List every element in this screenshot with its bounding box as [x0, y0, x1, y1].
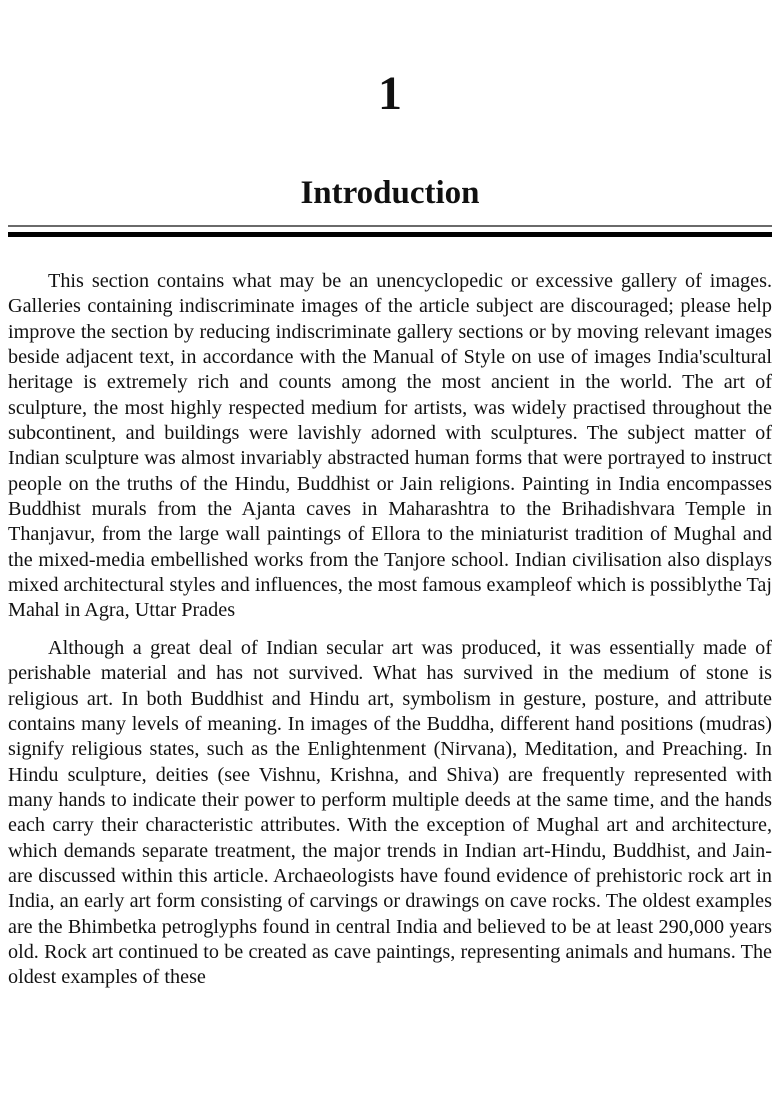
paragraph-1: This section contains what may be an unencyclopedic or excessive gallery of images. Galleries containing indiscriminate images of the article subject are discouraged; please help improve the section by reducing indiscriminate gallery sections or by moving relevant images beside adjacent text, in accordance with the Manual of Style on use of images India'scultural heritage is extremely rich and counts among the most ancient in the world. The art of sculpture, the most highly respected medium for artists, was widely practised throughout the subcontinent, and buildings were lavishly adorned with sculptures. The subject matter of Indian sculpture was almost invariably abstracted human forms that were portrayed to instruct people on the truths of the Hindu, Buddhist or Jain religions. Painting in India encompasses Buddhist murals from the Ajanta caves in Maharashtra to the Brihadishvara Temple in Thanjavur, from the large wall paintings of Ellora to the miniaturist tradition of Mughal and the mixed-media embellished works from the Tanjore school. Indian civilisation also displays mixed architectural styles and influences, the most famous exampleof which is possiblythe Taj Mahal in Agra, Uttar Prades — [8, 270, 772, 622]
paragraph-2: Although a great deal of Indian secular art was produced, it was essentially made of perishable material and has not survived. What has survived in the medium of stone is religious art. In both Buddhist and Hindu art, symbolism in gesture, posture, and attribute contains many levels of meaning. In images of the Buddha, different hand positions (mudras) signify religious states, such as the Enlightenment (Nirvana), Meditation, and Preaching. In Hindu sculpture, deities (see Vishnu, Krishna, and Shiva) are frequently represented with many hands to indicate their power to perform multiple deeds at the same time, and the hands each carry their characteristic attributes. With the exception of Mughal art and architecture, which demands separate treatment, the major trends in Indian art-Hindu, Buddhist, and Jain-are discussed within this article. Archaeologists have found evidence of prehistoric rock art in India, an early art form consisting of carvings or drawings on cave rocks. The oldest examples are the Bhimbetka petroglyphs found in central India and believed to be at least 290,000 years old. Rock art continued to be created as cave paintings, representing animals and humans. The oldest examples of these — [8, 636, 772, 989]
chapter-title: Introduction — [300, 175, 480, 211]
title-rule-thin — [8, 225, 772, 227]
title-rule-thick — [8, 232, 772, 237]
chapter-number: 1 — [378, 67, 402, 120]
body-text — [8, 269, 772, 1003]
